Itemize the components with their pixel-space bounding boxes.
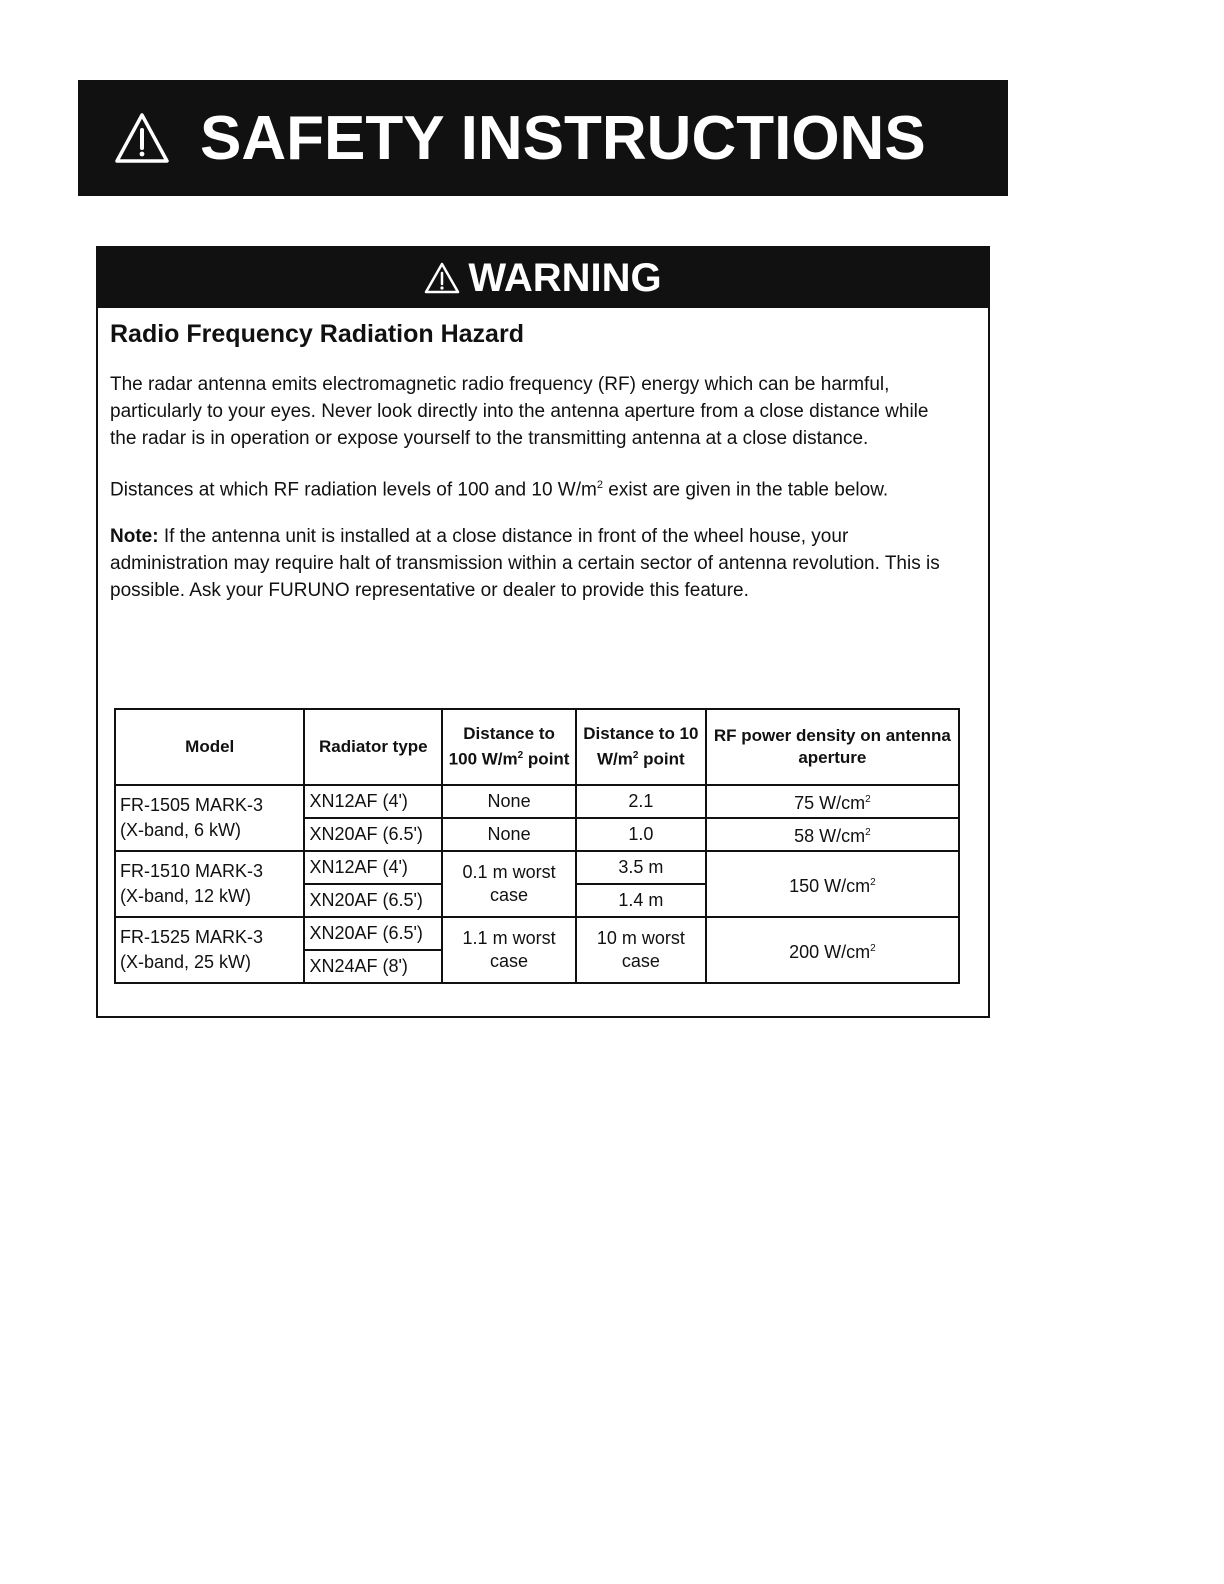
density-cell: 200 $W/cm^2$ bbox=[706, 917, 959, 983]
distance-100-cell: None bbox=[442, 785, 576, 818]
header-model: Model bbox=[115, 709, 304, 785]
warning-label: WARNING bbox=[468, 255, 662, 300]
banner-title: SAFETY INSTRUCTIONS bbox=[200, 103, 926, 173]
table-row bbox=[115, 917, 959, 950]
model-cell: FR-1525 MARK-3 (X-band, 25 kW) bbox=[115, 917, 304, 983]
model-cell: FR-1510 MARK-3 (X-band, 12 kW) bbox=[115, 851, 304, 917]
distance-10-cell: 1.4 m bbox=[576, 884, 706, 917]
header-radiator-type: Radiator type bbox=[304, 709, 442, 785]
distance-100-cell: None bbox=[442, 818, 576, 851]
safety-instructions-banner bbox=[78, 80, 1008, 196]
distance-10-cell: 2.1 bbox=[576, 785, 706, 818]
radiator-cell: XN12AF (4') bbox=[304, 851, 442, 884]
hazard-paragraph: The radar antenna emits electromagnetic radio frequency (RF) energy which can be harmful, particularly to your eyes. Never look directly into the antenna aperture from a close distance while the radar is in operation or expose yourself to the transmitting antenna at a close distance. bbox=[110, 374, 929, 449]
warning-triangle-icon bbox=[424, 262, 460, 294]
table-header-row bbox=[115, 709, 959, 785]
radiator-cell: XN24AF (8') bbox=[304, 950, 442, 983]
density-cell: 75 $W/cm^2$ bbox=[706, 785, 959, 818]
density-cell: 58 $W/cm^2$ bbox=[706, 818, 959, 851]
table-row bbox=[115, 785, 959, 818]
distance-10-cell: 1.0 bbox=[576, 818, 706, 851]
header-distance-100: Distance to 100 $W/m^2$ point bbox=[442, 709, 576, 785]
warning-header bbox=[98, 248, 988, 308]
radiator-cell: XN20AF (6.5') bbox=[304, 917, 442, 950]
radiator-cell: XN12AF (4') bbox=[304, 785, 442, 818]
radiator-cell: XN20AF (6.5') bbox=[304, 884, 442, 917]
model-cell: FR-1505 MARK-3 (X-band, 6 kW) bbox=[115, 785, 304, 851]
distances-paragraph: Distances at which RF radiation levels of 100 and 10 $W/m^2$ exist are given in the table below. bbox=[110, 479, 889, 501]
distance-100-cell: 1.1 m worst case bbox=[442, 917, 576, 983]
distance-10-cell: 10 m worst case bbox=[576, 917, 706, 983]
warning-triangle-icon bbox=[114, 112, 170, 164]
note-paragraph: Note: If the antenna unit is installed at a close distance in front of the wheel house, your administration may require halt of transmission within a certain sector of antenna revolution. This is possible. Ask your FURUNO representative or dealer to provide this feature. bbox=[110, 526, 940, 602]
warning-content bbox=[110, 320, 950, 624]
radiator-cell: XN20AF (6.5') bbox=[304, 818, 442, 851]
warning-box bbox=[96, 246, 990, 1018]
hazard-title: Radio Frequency Radiation Hazard bbox=[110, 320, 524, 348]
note-label: Note: bbox=[110, 526, 159, 548]
table-row bbox=[115, 851, 959, 884]
density-cell: 150 $W/cm^2$ bbox=[706, 851, 959, 917]
distance-10-cell: 3.5 m bbox=[576, 851, 706, 884]
header-rf-power-density: RF power density on antenna aperture bbox=[706, 709, 959, 785]
distance-100-cell: 0.1 m worst case bbox=[442, 851, 576, 917]
rf-radiation-table bbox=[114, 708, 960, 984]
header-distance-10: Distance to 10 $W/m^2$ point bbox=[576, 709, 706, 785]
